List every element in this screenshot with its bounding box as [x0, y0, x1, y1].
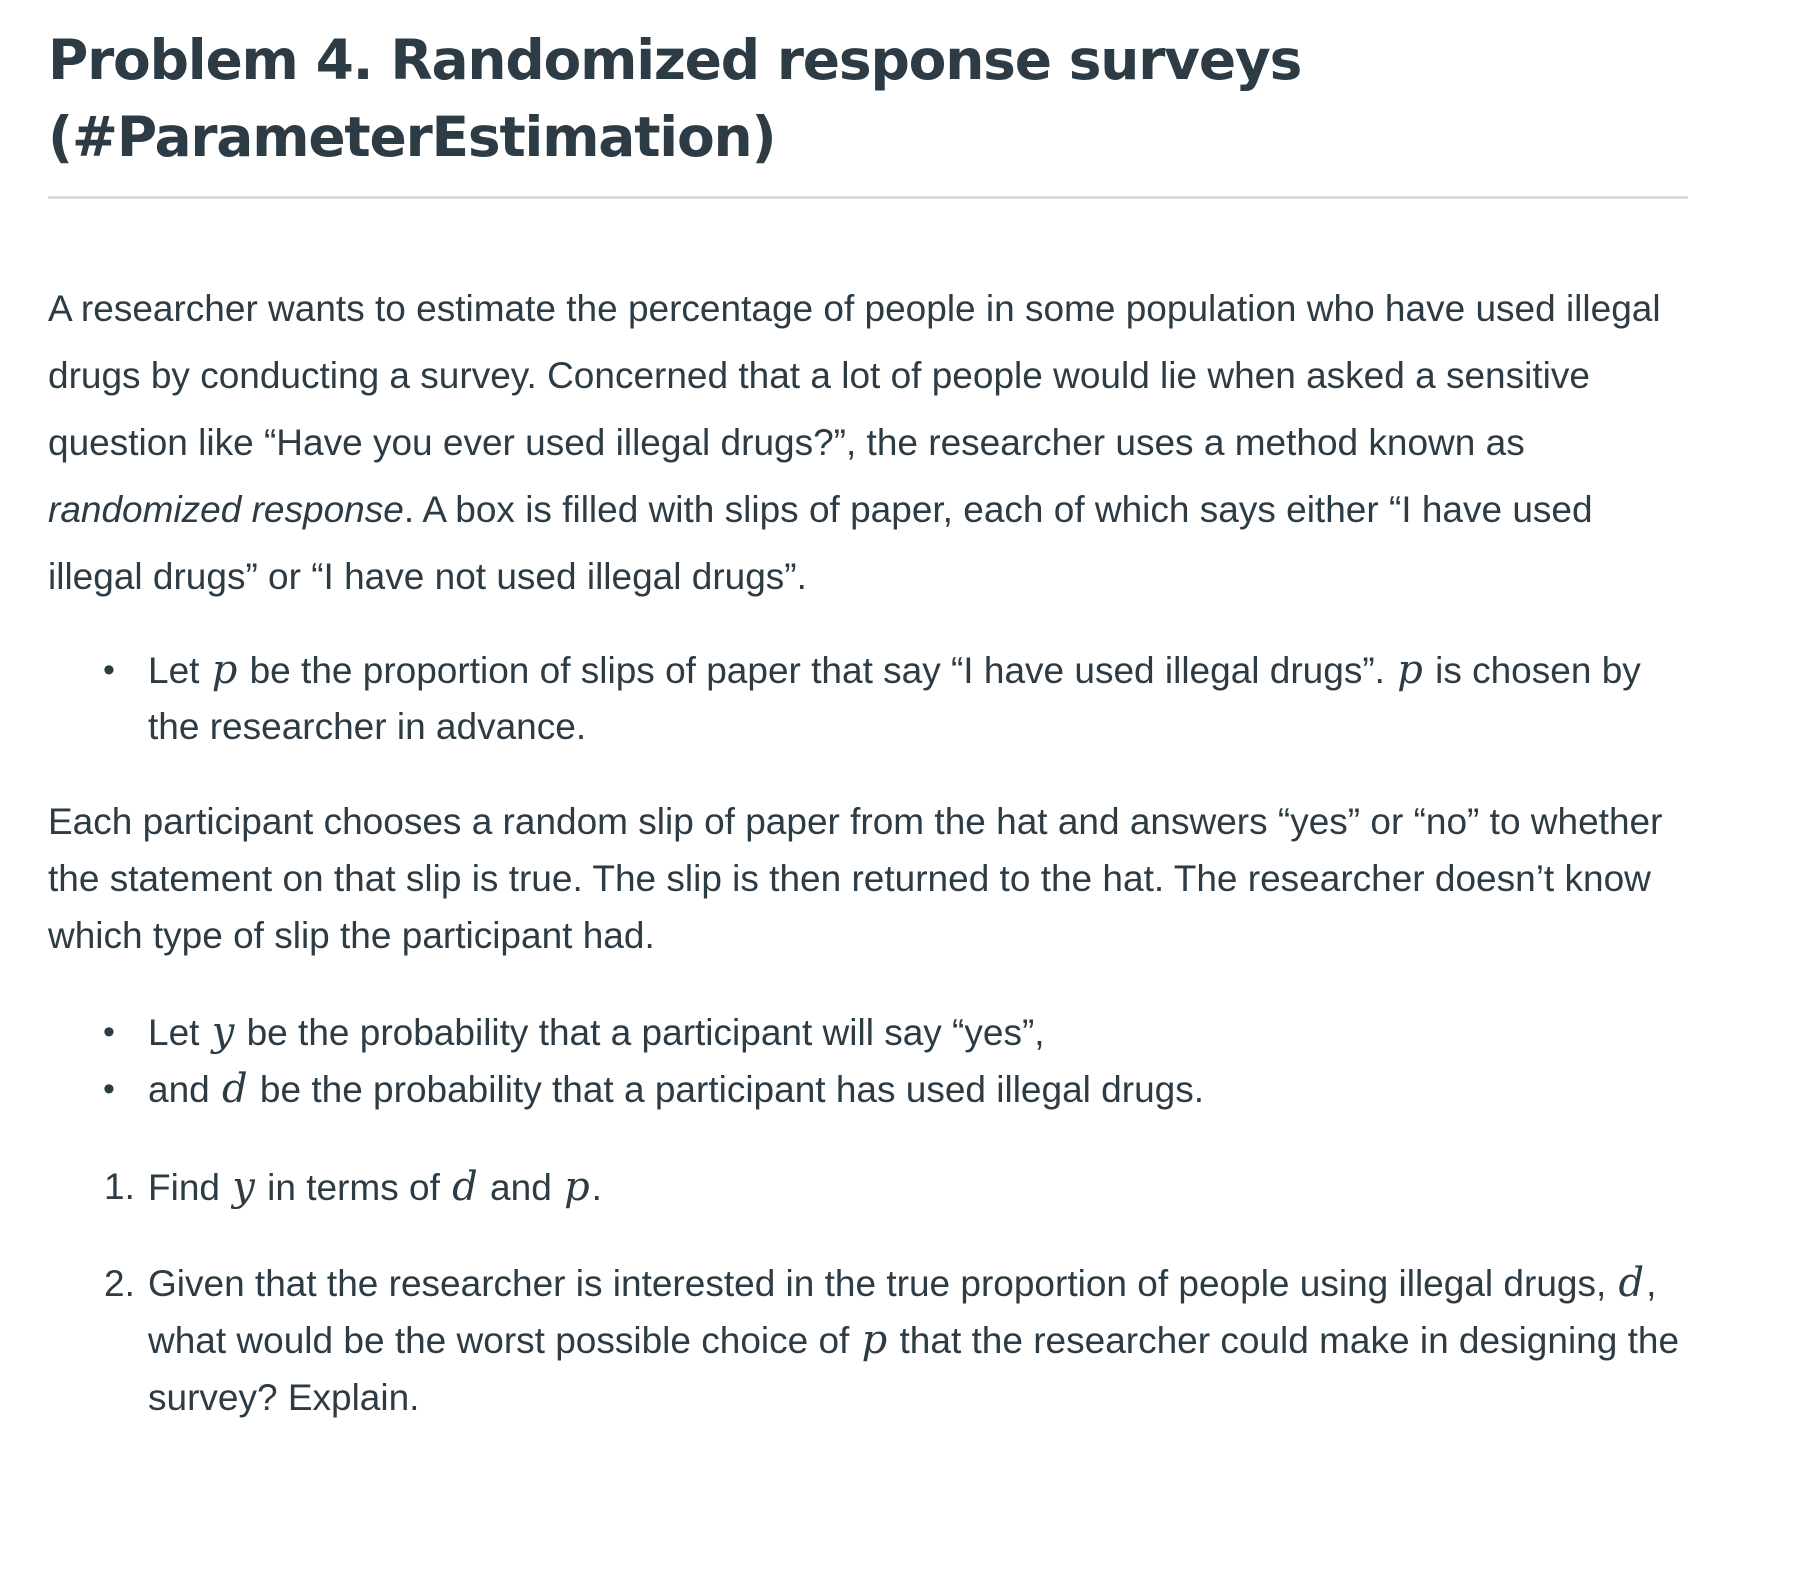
intro-paragraph	[48, 275, 1688, 610]
bullet-list-p	[48, 642, 1688, 755]
math-variable-y: y	[232, 1164, 255, 1210]
bullet-icon: •	[103, 1013, 115, 1051]
bullet-text: and	[148, 1069, 221, 1110]
question-1	[48, 1158, 1688, 1217]
question-2	[48, 1255, 1688, 1426]
bullet-text: be the probability that a participant will say “yes”,	[236, 1012, 1045, 1053]
math-variable-p: p	[211, 647, 238, 693]
question-text: Find	[148, 1167, 231, 1208]
list-item	[48, 642, 1688, 755]
bullet-text: Let	[148, 650, 210, 691]
list-item	[48, 1061, 1688, 1118]
question-text: , what would be the worst possible choice of	[148, 1263, 1657, 1361]
bullet-text: be the proportion of slips of paper that say “I have used illegal drugs”.	[239, 650, 1396, 691]
math-variable-d: d	[452, 1164, 478, 1210]
question-text: that the researcher could make in designing the survey? Explain.	[148, 1320, 1680, 1418]
bullet-icon: •	[103, 651, 115, 689]
math-variable-y: y	[211, 1009, 235, 1055]
question-number: 2.	[104, 1263, 135, 1304]
title-divider	[48, 196, 1688, 199]
title-line-1: Problem 4. Randomized response surveys	[48, 28, 1302, 92]
bullet-icon: •	[103, 1070, 115, 1108]
math-variable-d: d	[222, 1066, 248, 1112]
intro-text-1: A researcher wants to estimate the percentage of people in some population who have used illegal drugs by conducting a survey. Concerned that a lot of people would lie when asked a sensitive question like “Have you ever used illegal drugs?”, the researcher uses a method known as	[48, 288, 1661, 463]
page-title	[48, 22, 1688, 176]
list-item	[48, 1004, 1688, 1061]
math-variable-d: d	[1618, 1260, 1645, 1306]
math-variable-p: p	[564, 1164, 590, 1210]
question-number: 1.	[104, 1166, 135, 1207]
bullet-list-yd	[48, 1004, 1688, 1118]
paragraph-2: Each participant chooses a random slip of paper from the hat and answers “yes” or “no” to whether the statement on that slip is true. The slip is then returned to the hat. The researcher doesn’t know which type of slip the participant had.	[48, 801, 1663, 956]
question-text: .	[591, 1167, 602, 1208]
question-text: and	[479, 1167, 563, 1208]
question-text: Given that the researcher is interested in the true proportion of people using illegal drugs,	[148, 1263, 1617, 1304]
intro-text-2: . A box is filled with slips of paper, each of which says either “I have used illegal drugs” or “I have not used illegal drugs”.	[48, 489, 1593, 597]
question-list	[48, 1158, 1688, 1426]
bullet-text: is chosen by the researcher in advance.	[148, 650, 1641, 747]
title-line-2: (#ParameterEstimation)	[48, 105, 776, 169]
bullet-text: be the probability that a participant has used illegal drugs.	[249, 1069, 1205, 1110]
problem-page	[48, 0, 1688, 1426]
math-variable-p: p	[861, 1317, 888, 1363]
intro-emphasis: randomized response	[48, 489, 404, 530]
question-text: in terms of	[256, 1167, 451, 1208]
math-variable-p: p	[1397, 647, 1423, 693]
bullet-text: Let	[148, 1012, 210, 1053]
